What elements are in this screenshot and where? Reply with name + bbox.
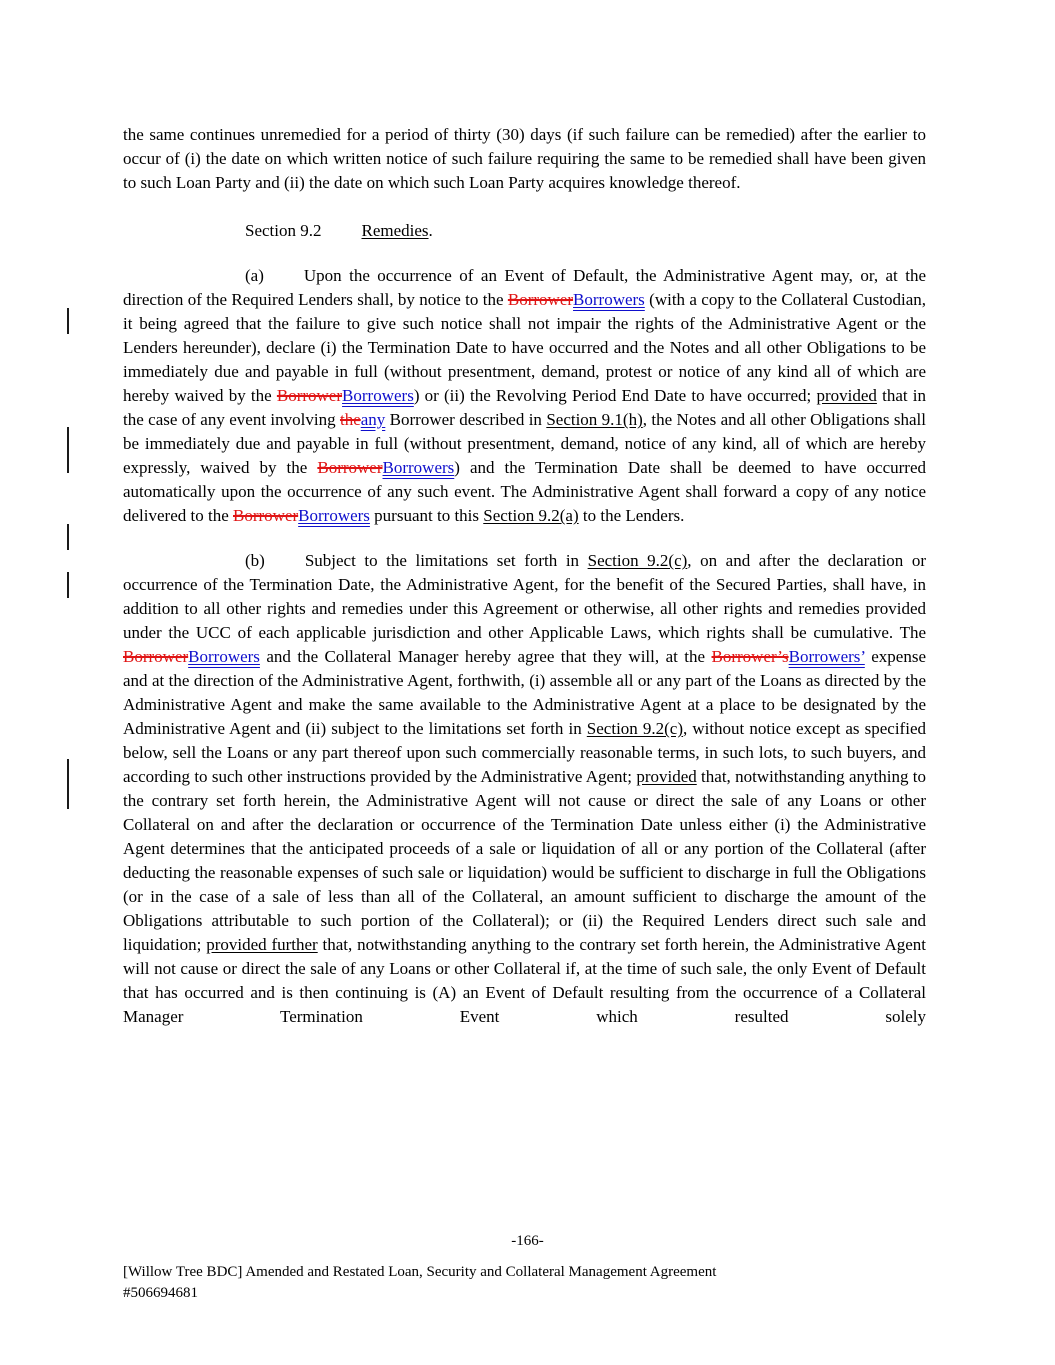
footer-line-2: #506694681 [123,1285,198,1301]
footer-line-1: [Willow Tree BDC] Amended and Restated Loan, Security and Collateral Management Agreement [123,1264,717,1280]
inserted-text: Borrowers’ [788,647,865,666]
underlined-text: provided [636,767,697,786]
text-run: Section 9.2 [245,221,322,240]
text-run: , on and after the declaration or occurrence of the Termination Date, the Administrative Agent, for the benefit of the Secured Parties, shall have, in addition to all other rights and remedies under this Agreement or otherwise, all other rights and remedies provided under the UCC of each applicable jurisdiction and other Applicable Laws, which rights shall be cumulative. The [123,551,927,642]
underlined-text: Section 9.1(h) [546,410,643,429]
inserted-text: Borrowers [298,506,370,525]
paragraph-a [123,264,926,528]
text-run: to the Lenders. [578,506,685,525]
deleted-text: Borrower [507,290,574,309]
underlined-text: Section 9.2(a) [483,506,579,525]
deleted-text: Borrower [233,506,299,525]
text-run: Subject to the limitations set forth in [304,551,588,570]
change-bar [67,759,69,809]
underlined-text: provided further [206,935,318,954]
change-bar [67,308,69,334]
change-bar [67,524,69,550]
deleted-text: Borrower’s [711,647,789,666]
text-run: expense and at the direction of the Administrative Agent, forthwith, (i) assemble all or any part of the Loans as directed by the Administrative Agent and make the same available to the Administrative Agent at a place to be designated by the Administrative Agent and (ii) subject to the limitations set forth in [123,647,926,738]
deleted-text: Borrower [317,458,383,477]
deleted-text: Borrower [276,386,343,405]
paragraph-b [123,549,926,1029]
text-run: , without notice except as specified below, sell the Loans or any part thereof upon such commercially reasonable terms, in such lots, to such buyers, and according to such other instructions provided by the Administrative Agent; [123,719,926,786]
text-run: (a) [245,266,264,285]
text-run: ) and the Termination Date shall be deemed to have occurred automatically upon the occurrence of any such event. The Administrative Agent shall forward a copy of any notice delivered to the [123,458,927,525]
intro-paragraph [123,123,926,195]
text-run: , the Notes and all other Obligations shall be immediately due and payable in full (without presentment, demand, notice of any kind, all of which are hereby expressly, waived by the [123,410,926,477]
deleted-text: the [339,410,361,429]
section-heading [245,219,926,243]
change-bar [67,427,69,473]
underlined-text: Remedies [361,221,429,240]
deleted-text: Borrower [123,647,189,666]
page-number: -166- [511,1233,544,1249]
underlined-text: Section 9.2(c) [587,551,688,570]
text-run: (b) [245,551,265,570]
text-run: the same continues unremedied for a period of thirty (30) days (if such failure can be remedied) after the earlier to occur of (i) the date on which written notice of such failure requiring the same to be remedied shall have been given to such Loan Party and (ii) the date on which such Loan Party acquires knowledge thereof. [123,125,926,192]
text-run: (with a copy to the Collateral Custodian, it being agreed that the failure to give such notice shall not impair the rights of the Administrative Agent or the Lenders hereunder), declare (i) the Termination Date to have occurred and the Notes and all other Obligations to be immediately due and payable in full (without presentment, demand, protest or notice of any kind all of which are hereby waived by the [123,290,926,405]
inserted-text: Borrowers [342,386,414,405]
inserted-text: any [360,410,386,429]
change-bar [67,572,69,598]
text-run: that in the case of any event involving [123,386,927,429]
underlined-text: Section 9.2(c) [586,719,683,738]
text-run: that, notwithstanding anything to the contrary set forth herein, the Administrative Agent will not cause or direct the sale of any Loans or other Collateral on and after the declaration or occurrence of the Termination Date unless either (i) the Administrative Agent determines that the anticipated proceeds of a sale or liquidation of all or any portion of the Collateral (after deducting the reasonable expenses of such sale or liquidation) would be sufficient to discharge in full the Obligations (or in the case of a sale of less than all of the Collateral, an amount sufficient to discharge the amount of the Obligations attributable to such portion of the Collateral); or (ii) the Required Lenders direct such sale and liquidation; [123,767,926,954]
inserted-text: Borrowers [382,458,455,477]
text-run: . [428,221,433,240]
inserted-text: Borrowers [573,290,645,309]
document-footer [123,1262,926,1304]
text-run: pursuant to this [369,506,484,525]
text-run: ) or (ii) the Revolving Period End Date to have occurred; [413,386,817,405]
text-run: Borrower described in [385,410,547,429]
underlined-text: provided [816,386,877,405]
text-run: Upon the occurrence of an Event of Default, the Administrative Agent may, or, at the direction of the Required Lenders shall, by notice to the [123,266,926,309]
text-run: that, notwithstanding anything to the contrary set forth herein, the Administrative Agent will not cause or direct the sale of any Loans or other Collateral if, at the time of such sale, the only Event of Default that has occurred and is then continuing is (A) an Event of Default resulting from the occurrence of a Collateral Manager Termination Event which resulted solely [123,935,926,1026]
inserted-text: Borrowers [188,647,260,666]
document-body [123,123,926,1029]
text-run: and the Collateral Manager hereby agree that they will, at the [259,647,712,666]
